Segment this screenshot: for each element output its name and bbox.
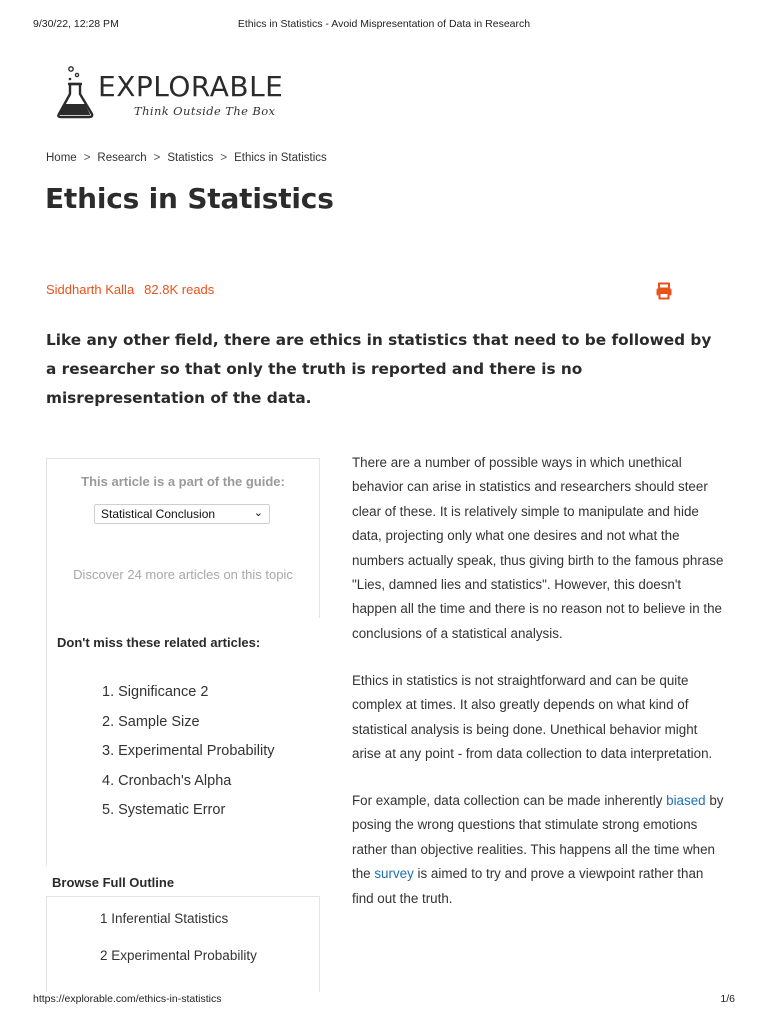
outline-list — [100, 911, 257, 985]
related-list — [102, 684, 274, 832]
breadcrumb-home[interactable]: Home — [46, 152, 77, 164]
print-footer — [33, 993, 735, 1007]
breadcrumb-statistics[interactable]: Statistics — [167, 152, 214, 164]
chevron-down-icon: ⌄ — [253, 507, 263, 519]
outline-body — [46, 896, 320, 992]
outline-item[interactable]: 2 Experimental Probability — [100, 948, 257, 963]
survey-link[interactable]: survey — [374, 866, 414, 882]
article-paragraph: Ethics in statistics is not straightforward and can be quite complex at times. It also greatly depends on what kind of statistical analysis is being done. Unethical behavior might arise at any point - from data collection to data interpretation. — [352, 672, 713, 761]
paragraph-text: For example, data collection can be made inherently — [352, 792, 667, 808]
paragraph-text: by posing the wrong questions that stimulate strong emotions rather than objective realities. This happens all the time when the — [352, 792, 724, 882]
guide-box — [46, 458, 320, 618]
page-title: Ethics in Statistics — [45, 182, 334, 215]
site-logo[interactable] — [56, 64, 286, 126]
article-body — [352, 451, 727, 933]
paragraph-text: is aimed to try and prove a viewpoint rather than find out the truth. — [352, 866, 704, 906]
read-count: 82.8K reads — [144, 282, 215, 297]
print-page-number: 1/6 — [720, 993, 735, 1005]
guide-title: This article is a part of the guide: — [81, 474, 285, 489]
article-lead: Like any other field, there are ethics in statistics that need to be followed by a researcher so that only the truth is reported and there is no misrepresentation of the data. — [46, 331, 712, 407]
flask-icon — [56, 64, 96, 120]
guide-select[interactable] — [94, 504, 270, 524]
guide-select-value: Statistical Conclusion — [101, 507, 216, 521]
breadcrumb-separator: > — [153, 152, 161, 164]
related-title: Don't miss these related articles: — [57, 635, 261, 650]
print-header — [33, 18, 735, 32]
related-item[interactable]: 4. Cronbach's Alpha — [102, 772, 232, 789]
author-link[interactable]: Siddharth Kalla — [46, 282, 135, 297]
article-paragraph: There are a number of possible ways in which unethical behavior can arise in statistics and researchers should steer clear of these. It is relatively simple to manipulate and hide data, projecting only what one desires and not what the numbers actually speak, thus giving birth to the famous phrase "Lies, damned lies and statistics". However, this doesn't happen all the time and there is no reason not to believe in the conclusions of a statistical analysis. — [352, 455, 724, 641]
print-page-title: Ethics in Statistics - Avoid Mispresentation of Data in Research — [237, 18, 531, 30]
outline-item[interactable]: 1 Inferential Statistics — [100, 911, 229, 926]
logo-brand: EXPLORABLE — [98, 70, 284, 103]
breadcrumb — [46, 152, 327, 164]
print-url: https://explorable.com/ethics-in-statistics — [33, 993, 222, 1005]
article-meta — [46, 282, 214, 297]
breadcrumb-research[interactable]: Research — [97, 152, 147, 164]
print-icon[interactable] — [655, 282, 673, 300]
related-articles — [46, 618, 320, 866]
breadcrumb-current[interactable]: Ethics in Statistics — [234, 152, 327, 164]
print-datetime: 9/30/22, 12:28 PM — [33, 18, 119, 30]
related-item[interactable]: 3. Experimental Probability — [102, 743, 275, 760]
discover-more-link[interactable]: Discover 24 more articles on this topic — [73, 567, 293, 582]
breadcrumb-separator: > — [220, 152, 228, 164]
logo-tagline: Think Outside The Box — [134, 104, 276, 118]
article-paragraph — [352, 789, 727, 911]
related-item[interactable]: 2. Sample Size — [102, 713, 200, 730]
breadcrumb-separator: > — [83, 152, 91, 164]
related-item[interactable]: 5. Systematic Error — [102, 802, 226, 819]
outline-title[interactable]: Browse Full Outline — [52, 875, 175, 890]
related-item[interactable]: 1. Significance 2 — [102, 684, 209, 700]
biased-link[interactable]: biased — [666, 792, 706, 808]
